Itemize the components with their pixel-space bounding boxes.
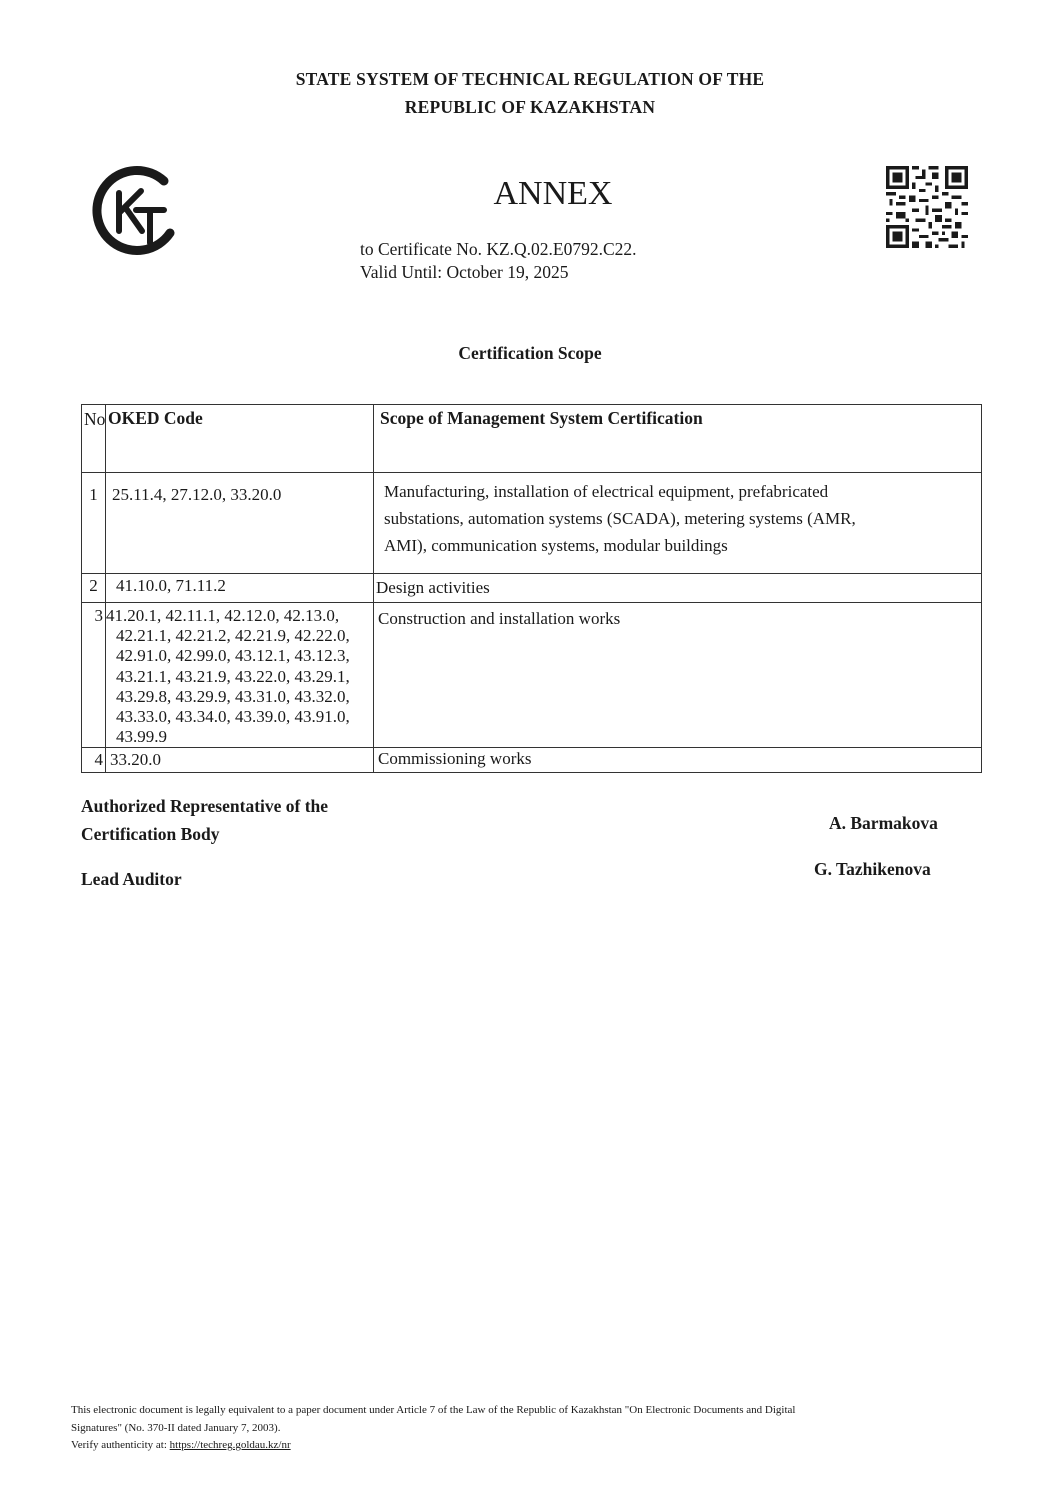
row-scope: Commissioning works (374, 748, 982, 773)
footer-line-2: Signatures" (No. 370-II dated January 7, 2003). (71, 1421, 281, 1434)
row-number: 2 (82, 574, 106, 603)
certificate-number: to Certificate No. KZ.Q.02.E0792.C22. (360, 239, 637, 259)
table-header-row (82, 405, 982, 473)
row-number: 1 (82, 473, 106, 574)
verify-link[interactable]: https://techreg.goldau.kz/nr (169, 1439, 291, 1451)
qr-code-icon (886, 166, 968, 248)
footer-line-1: This electronic document is legally equivalent to a paper document under Article 7 of the Law of the Republic of Kazakhstan "On Electronic Documents and Digital (71, 1404, 796, 1416)
certificate-valid-until: Valid Until: October 19, 2025 (360, 262, 569, 282)
table-row (82, 748, 982, 773)
row-number: 4 (82, 748, 106, 773)
scope-line: Manufacturing, installation of electrical equipment, prefabricated (384, 482, 829, 501)
footer-verify-prefix: Verify authenticity at: (71, 1439, 170, 1451)
footer-notice (71, 1402, 971, 1455)
scope-title: Certification Scope (458, 343, 602, 363)
code-line: 41.20.1, 42.11.1, 42.12.0, 42.13.0, (106, 606, 340, 625)
header-scope: Scope of Management System Certification (374, 405, 982, 473)
table-row (82, 473, 982, 574)
header-no: No (82, 405, 106, 473)
representative-label-line-2: Certification Body (81, 824, 220, 844)
code-line: 43.29.8, 43.29.9, 43.31.0, 43.32.0, (116, 686, 350, 706)
row-scope: Design activities (374, 574, 982, 603)
lead-auditor-label: Lead Auditor (81, 869, 182, 889)
representative-name: A. Barmakova (829, 813, 938, 833)
row-oked-code (106, 603, 374, 748)
row-oked-code: 41.10.0, 71.11.2 (106, 574, 374, 603)
code-line: 43.99.9 (116, 727, 167, 747)
header-oked-code: OKED Code (106, 405, 374, 473)
scope-line: AMI), communication systems, modular buildings (384, 536, 728, 555)
representative-label-line-1: Authorized Representative of the (81, 796, 329, 816)
header-line-2: REPUBLIC OF KAZAKHSTAN (404, 97, 656, 117)
row-number: 3 (82, 603, 106, 748)
row-scope (374, 473, 982, 574)
scope-line: substations, automation systems (SCADA), metering systems (AMR, (384, 509, 856, 528)
certification-scope-table (81, 404, 982, 773)
table-row (82, 574, 982, 603)
row-oked-code: 33.20.0 (106, 748, 374, 773)
row-oked-code: 25.11.4, 27.12.0, 33.20.0 (106, 473, 374, 574)
table-row (82, 603, 982, 748)
document-title: ANNEX (493, 175, 613, 212)
code-line: 43.21.1, 43.21.9, 43.22.0, 43.29.1, (116, 666, 350, 686)
footer-verify (71, 1437, 971, 1455)
code-line: 42.21.1, 42.21.2, 42.21.9, 42.22.0, (116, 626, 350, 646)
header-line-1: STATE SYSTEM OF TECHNICAL REGULATION OF THE (295, 69, 765, 89)
code-line: 42.91.0, 42.99.0, 43.12.1, 43.12.3, (116, 646, 350, 666)
code-line: 43.33.0, 43.34.0, 43.39.0, 43.91.0, (116, 707, 350, 727)
row-scope: Construction and installation works (374, 603, 982, 748)
lead-auditor-name: G. Tazhikenova (814, 859, 931, 879)
